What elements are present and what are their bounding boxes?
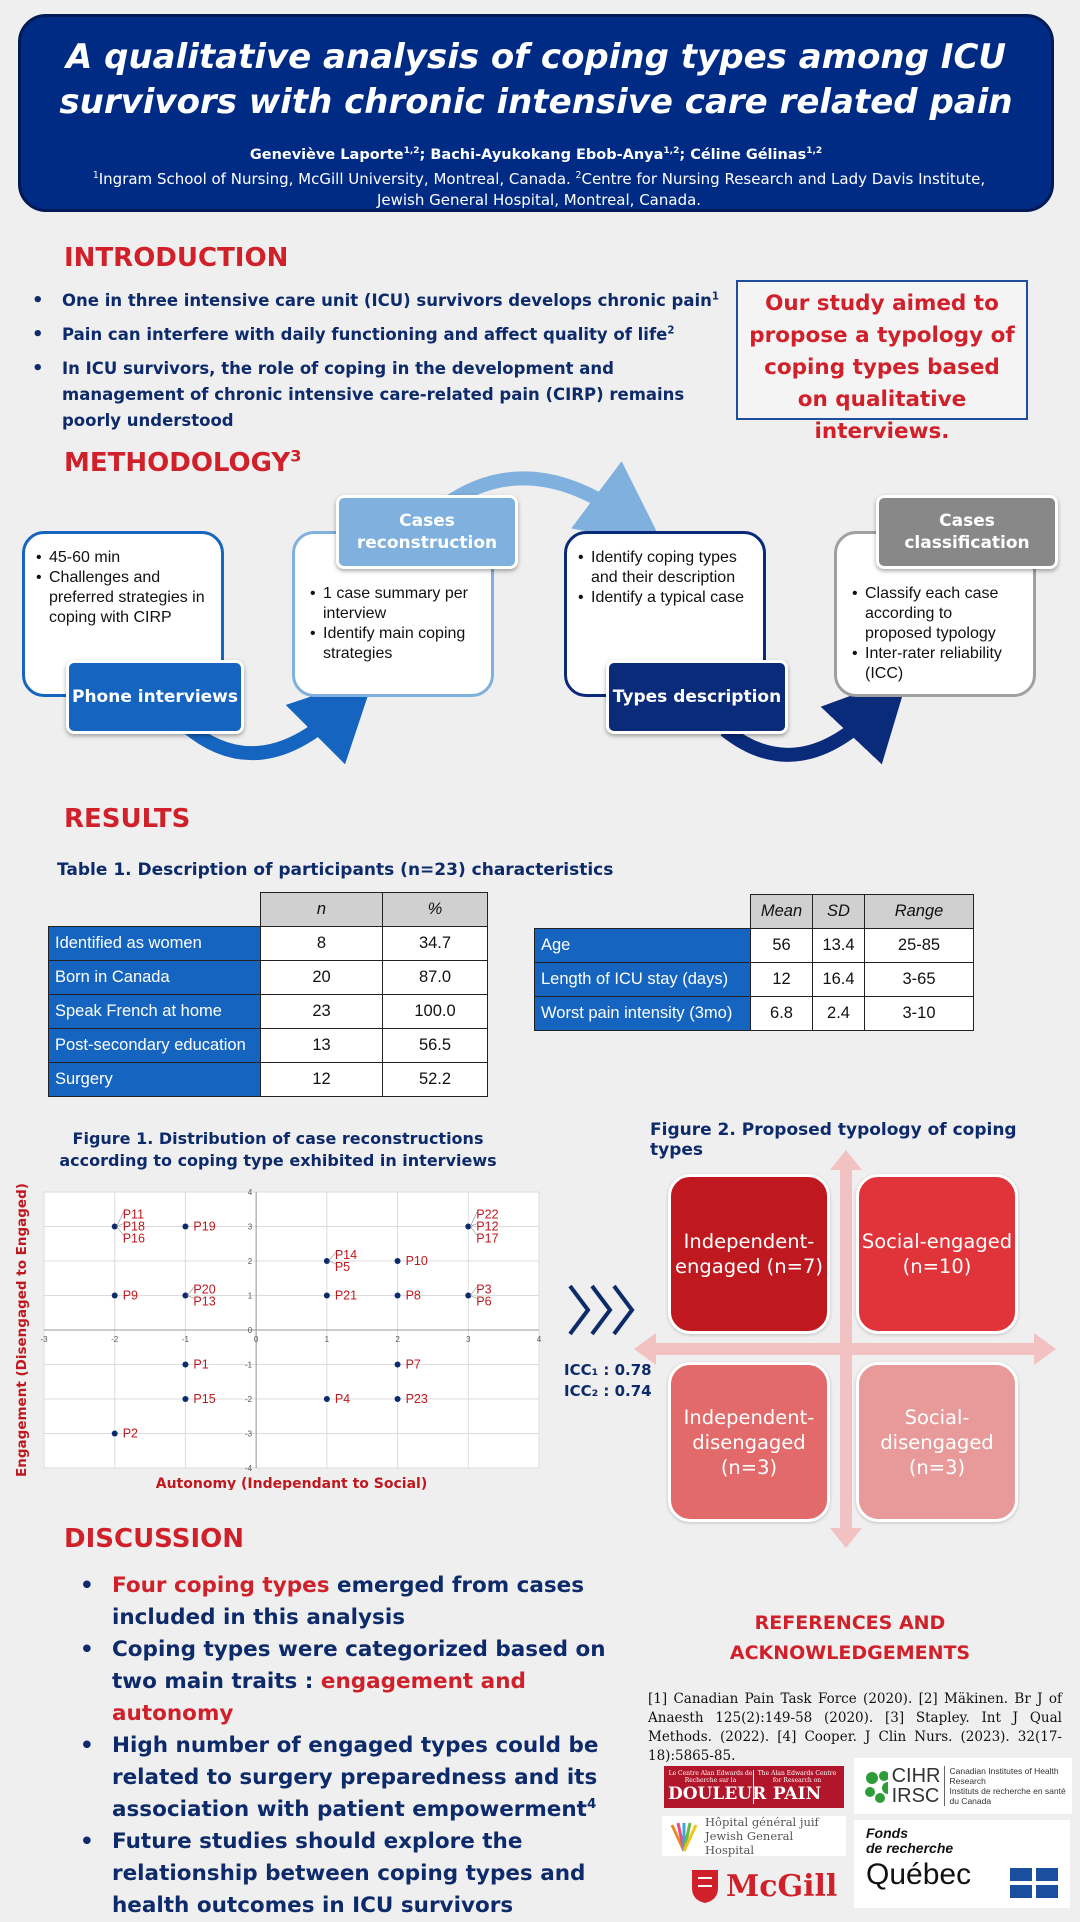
x-axis-title: Autonomy (Independant to Social) [155, 1476, 428, 1490]
step-cases-classification-box: • Classify each case according to proposed typology • Inter-rater reliability (ICC) [834, 531, 1036, 697]
table-row: Born in Canada 20 87.0 [49, 961, 488, 995]
data-label: P16 [122, 1231, 145, 1246]
data-label: P21 [334, 1288, 358, 1303]
data-label: P20 [193, 1282, 216, 1297]
references-heading: REFERENCES AND ACKNOWLEDGEMENTS [729, 1612, 971, 1664]
data-point [112, 1293, 118, 1299]
data-label: P10 [405, 1254, 428, 1268]
step-cases-reconstruction-box: • 1 case summary per interview • Identify main coping strategies [292, 531, 494, 697]
author-2: Bachi-Ayukokang Ebob-Anya [430, 147, 664, 163]
y-tick-label: 0 [247, 1326, 253, 1335]
methodology-heading: METHODOLOGY$^3$ [64, 446, 302, 478]
x-tick-label: 1 [324, 1335, 330, 1344]
x-tick-label: -1 [181, 1335, 189, 1344]
cihr-logo: CIHR IRSC Canadian Institutes of Health Research Instituts de recherche en santé du Canada [854, 1758, 1072, 1814]
table-row: Identified as women 8 34.7 [49, 927, 488, 961]
data-point [182, 1362, 188, 1368]
y-tick-label: -4 [245, 1464, 253, 1473]
y-tick-label: -2 [245, 1395, 253, 1404]
discussion-list [74, 1570, 644, 1922]
list-item: • One in three intensive care unit (ICU) survivors develops chronic pain$^1$ [30, 288, 730, 314]
data-point [182, 1224, 188, 1230]
quadrant-social-disengaged: Social-disengaged (n=3) [856, 1362, 1018, 1522]
poster-header [18, 14, 1054, 212]
data-label: P4 [334, 1392, 351, 1406]
alan-edwards-logo: Le Centre Alan Edwards de Recherche sur la DOULEUR The Alan Edwards Centre for Research on PAIN [664, 1766, 844, 1808]
data-label: P1 [193, 1357, 209, 1372]
step-cases-reconstruction-label: Cases reconstruction [336, 495, 518, 569]
cihr-leaf-icon [858, 1766, 888, 1806]
data-label: P3 [476, 1282, 492, 1297]
data-label: P15 [193, 1392, 216, 1406]
data-label: P2 [122, 1426, 139, 1441]
title-line-1: A qualitative analysis of coping types among ICU [65, 37, 1007, 77]
data-point [182, 1396, 188, 1402]
table-1a [48, 892, 488, 1097]
data-label: P18 [122, 1219, 145, 1234]
data-point [395, 1258, 401, 1264]
step-types-description-label: Types description [606, 660, 788, 734]
data-point [395, 1293, 401, 1299]
quebec-flag-icon [1010, 1868, 1058, 1898]
quadrant-independent-engaged: Independent-engaged (n=7) [668, 1174, 830, 1334]
step-types-description-box: • Identify coping types and their description • Identify a typical case [564, 531, 766, 697]
data-label: P11 [122, 1207, 145, 1222]
discussion-heading: DISCUSSION [64, 1524, 244, 1554]
data-label: P6 [476, 1294, 492, 1309]
data-point [395, 1396, 401, 1402]
table-1b [534, 894, 974, 1031]
list-item: • Coping types were categorized based on two main traits : engagement and autonomy [74, 1634, 644, 1730]
list-item: • Future studies should explore the relationship between coping types and health outcomes in ICU survivors [74, 1826, 644, 1922]
y-tick-label: -1 [245, 1360, 253, 1370]
jgh-tree-icon [666, 1819, 701, 1853]
list-item: • In ICU survivors, the role of coping in the development and management of chronic intensive care-related pain (CIRP) remains poorly understood [30, 356, 730, 434]
jgh-logo: Hôpital général juif Jewish General Hospital [662, 1816, 846, 1856]
x-tick-label: 4 [536, 1335, 542, 1344]
step-phone-interviews-box: • 45-60 min • Challenges and preferred strategies in coping with CIRP [22, 531, 224, 697]
y-axis-title: Engagement (Disengaged to Engaged) [14, 1183, 30, 1477]
data-label: P7 [405, 1357, 421, 1372]
data-point [324, 1293, 330, 1299]
table-row: Speak French at home 23 100.0 [49, 995, 488, 1029]
chevron-arrows-icon [566, 1282, 642, 1338]
data-label: P23 [405, 1392, 428, 1406]
title-line-2: survivors with chronic intensive care related pain [59, 82, 1013, 122]
affiliations: $^1$Ingram School of Nursing, McGill University, Montreal, Canada. $^2$Centre for Nursing Research and Lady Davis Institute, Jewish General Hospital, Montreal, Canada. [92, 170, 986, 209]
x-tick-label: -3 [40, 1335, 48, 1344]
figure-2-caption: Figure 2. Proposed typology of coping types [650, 1120, 1017, 1160]
study-aim-box: Our study aimed to propose a typology of coping types based on qualitative interviews. [736, 280, 1028, 420]
data-label: P5 [334, 1260, 351, 1274]
figure-1-caption: Figure 1. Distribution of case reconstructions according to coping type exhibited in interviews [59, 1129, 497, 1170]
x-tick-label: 2 [395, 1335, 400, 1344]
data-label: P19 [193, 1219, 216, 1234]
table-row: Age 56 13.4 25-85 [535, 929, 974, 963]
results-heading: RESULTS [64, 804, 191, 834]
list-item: • Four coping types emerged from cases included in this analysis [74, 1570, 644, 1634]
data-label: P8 [405, 1288, 421, 1303]
y-tick-label: -3 [245, 1429, 253, 1439]
table-row: Surgery 12 52.2 [49, 1063, 488, 1097]
introduction-list [30, 288, 730, 442]
quadrant-social-engaged: Social-engaged (n=10) [856, 1174, 1018, 1334]
references-text: [1] Canadian Pain Task Force (2020). [2] Mäkinen. Br J of Anaesth 125(2):149-58 (2020). [3] Stapley. Int J Qual Methods. (2022). [4] Cooper. J Clin Nurs. (2023). 32(17-18):5865-85. [648, 1691, 1062, 1764]
icc-values: ICC₁ : 0.78 ICC₂ : 0.74 [564, 1361, 652, 1400]
y-tick-label: 3 [247, 1222, 253, 1232]
table-header-row: n % [49, 893, 488, 927]
mcgill-logo: McGill [690, 1862, 850, 1910]
table-row: Worst pain intensity (3mo) 6.8 2.4 3-10 [535, 997, 974, 1031]
figure-1-scatter [14, 1180, 544, 1490]
data-label: P22 [476, 1207, 499, 1222]
y-tick-label: 4 [247, 1188, 253, 1197]
introduction-heading: INTRODUCTION [64, 243, 289, 273]
data-label: P17 [476, 1231, 499, 1246]
frq-logo: Fonds de recherche Québec [854, 1820, 1070, 1908]
x-tick-label: 0 [253, 1335, 259, 1344]
table-row: Length of ICU stay (days) 12 16.4 3-65 [535, 963, 974, 997]
data-point [324, 1396, 330, 1402]
data-label: P14 [334, 1248, 358, 1262]
data-label: P9 [122, 1288, 139, 1303]
poster-title [21, 35, 1051, 125]
table-header-row: Mean SD Range [535, 895, 974, 929]
y-tick-label: 2 [247, 1257, 253, 1266]
y-tick-label: 1 [247, 1291, 253, 1301]
author-1: Geneviève Laporte [249, 147, 404, 163]
table-row: Post-secondary education 13 56.5 [49, 1029, 488, 1063]
step-cases-classification-label: Cases classification [876, 495, 1058, 569]
data-label: P13 [193, 1294, 216, 1309]
table-1-caption: Table 1. Description of participants (n=23) characteristics [57, 860, 614, 880]
mcgill-shield-icon [690, 1868, 720, 1904]
x-tick-label: 3 [466, 1335, 471, 1344]
data-label: P12 [476, 1219, 499, 1234]
data-point [395, 1362, 401, 1368]
list-item: • Pain can interfere with daily functioning and affect quality of life$^2$ [30, 322, 730, 348]
x-tick-label: -2 [111, 1335, 119, 1344]
quadrant-independent-disengaged: Independent-disengaged (n=3) [668, 1362, 830, 1522]
list-item: • High number of engaged types could be related to surgery preparedness and its association with patient empowerment$^4$ [74, 1730, 644, 1826]
author-3: Céline Gélinas [690, 147, 807, 163]
data-point [112, 1431, 118, 1437]
step-phone-interviews-label: Phone interviews [66, 660, 244, 734]
authors: Geneviève Laporte$^{1,2}$; Bachi-Ayukokang Ebob-Anya$^{1,2}$; Céline Gélinas$^{1,2}$ [249, 146, 823, 163]
